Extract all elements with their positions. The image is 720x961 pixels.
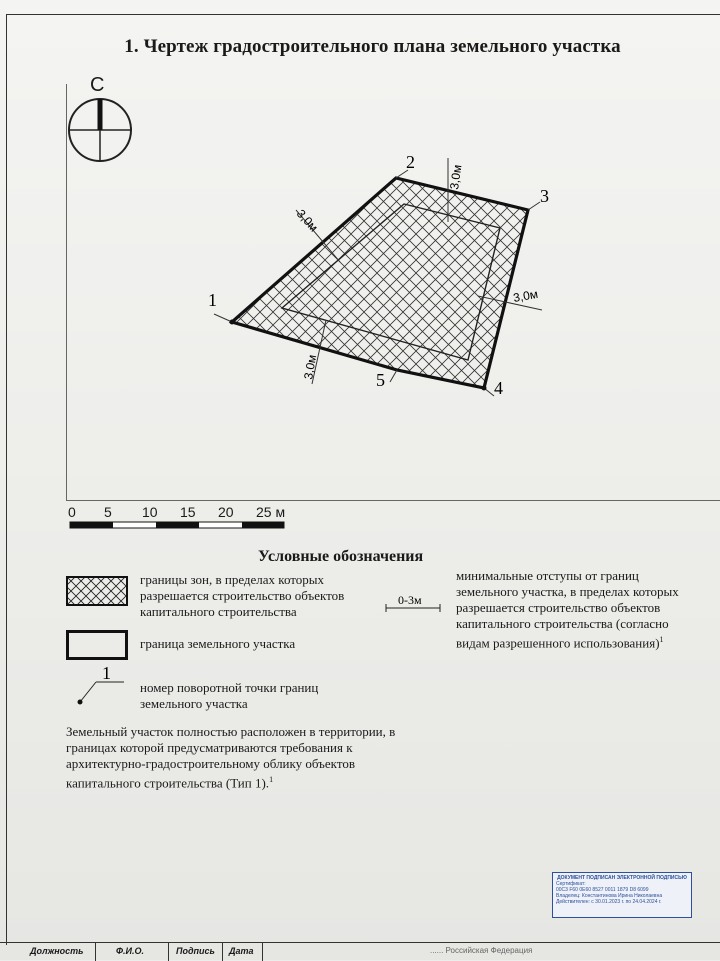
note-footnote: 1 xyxy=(269,775,274,784)
note-paragraph xyxy=(66,724,422,791)
legend-point-text: номер поворотной точки границ земельного участка xyxy=(140,680,319,711)
footer-faint-text: ...... Российская Федерация xyxy=(430,946,533,955)
footer-col-signature: Подпись xyxy=(176,946,215,956)
stamp-line-2: 00С3 F60 0E60 8527 0011 1879 D8 6099 xyxy=(556,887,649,893)
page-title: 1. Чертеж градостроительного плана земельного участка xyxy=(124,36,621,57)
legend-border-text: граница земельного участка xyxy=(140,636,296,651)
scale-tick-10: 10 xyxy=(142,504,158,520)
legend-zone-swatch xyxy=(66,576,128,606)
legend-setback-text-body: минимальные отступы от границ земельного участка, в пределах которых разрешается строительство объектов капитального строительства (согласно видам разрешенного использования) xyxy=(456,568,679,651)
footer-col-position: Должность xyxy=(30,946,84,956)
footer-col-name: Ф.И.О. xyxy=(116,946,145,956)
legend-setback-swatch xyxy=(384,592,444,614)
setback-label-bottom: 3,0м xyxy=(301,353,320,381)
point-label-2: 2 xyxy=(406,152,415,172)
scale-bar xyxy=(70,520,290,532)
scale-tick-15: 15 xyxy=(180,504,196,520)
stamp-line-3: Владелец: Константинова Ирина Николаевна xyxy=(556,893,663,899)
legend-setback-footnote: 1 xyxy=(659,635,664,644)
legend-point-sample: 1 xyxy=(102,663,111,683)
stamp-line-1: Сертификат: xyxy=(556,881,586,887)
scale-tick-0: 0 xyxy=(68,504,76,520)
compass-north-label: С xyxy=(90,74,105,96)
scale-tick-25: 25 м xyxy=(256,504,286,520)
legend-point-swatch xyxy=(66,664,136,708)
setback-label-top: 3,0м xyxy=(447,163,465,191)
scale-tick-20: 20 xyxy=(218,504,234,520)
legend-border-swatch xyxy=(66,630,128,660)
legend-setback-sample: 0-3м xyxy=(398,593,422,607)
setback-label-left: 3,0м xyxy=(293,206,321,235)
point-label-3: 3 xyxy=(540,186,549,206)
point-label-4: 4 xyxy=(494,378,503,398)
scale-tick-5: 5 xyxy=(104,504,112,520)
signature-table xyxy=(0,942,720,961)
point-label-5: 5 xyxy=(376,370,385,390)
setback-label-right: 3,0м xyxy=(512,286,540,305)
footer-col-date: Дата xyxy=(229,946,254,956)
legend-setback-text xyxy=(456,568,686,651)
e-signature-stamp xyxy=(552,872,692,918)
stamp-title: ДОКУМЕНТ ПОДПИСАН ЭЛЕКТРОННОЙ ПОДПИСЬЮ xyxy=(557,875,687,881)
legend-zone-text: границы зон, в пределах которых разрешается строительство объектов капитального строительства xyxy=(140,572,345,619)
stamp-line-4: Действителен: с 30.01.2023 г. по 24.04.2024 г. xyxy=(556,899,662,905)
legend-title: Условные обозначения xyxy=(258,548,424,565)
note-text: Земельный участок полностью расположен в территории, в границах которой предусматриваются требования к архитектурно-градостроительному облику объектов капитального строительства (Тип 1). xyxy=(66,724,396,791)
point-label-1: 1 xyxy=(208,290,217,310)
